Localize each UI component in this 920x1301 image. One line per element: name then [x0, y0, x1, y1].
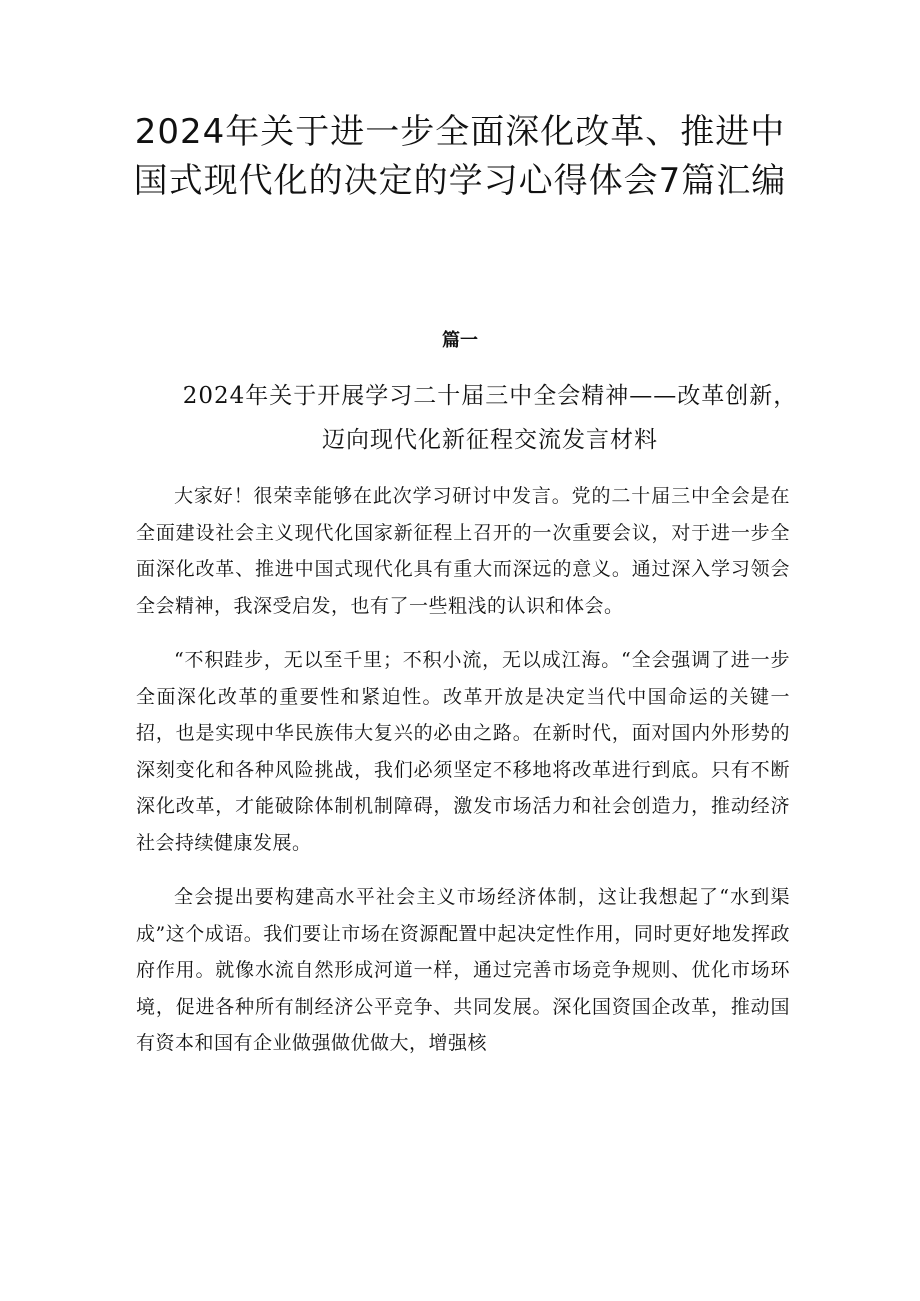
- paragraph: 全会提出要构建高水平社会主义市场经济体制，这让我想起了“水到渠成”这个成语。我们要让市场在资源配置中起决定性作用，同时更好地发挥政府作用。就像水流自然形成河道一样，通过完善市场竞争规则、优化市场环境，促进各种所有制经济公平竞争、共同发展。深化国资国企改革，推动国有资本和国有企业做强做优做大，增强核: [136, 886, 790, 1054]
- section-title: 2024年关于开展学习二十届三中全会精神——改革创新，迈向现代化新征程交流发言材料: [182, 383, 798, 453]
- section-label: 篇一: [442, 330, 478, 351]
- document-title: 2024年关于进一步全面深化改革、推进中国式现代化的决定的学习心得体会7篇汇编: [133, 112, 787, 201]
- paragraph: 大家好！很荣幸能够在此次学习研讨中发言。党的二十届三中全会是在全面建设社会主义现代化国家新征程上召开的一次重要会议，对于进一步全面深化改革、推进中国式现代化具有重大而深远的意义。通过深入学习领会全会精神，我深受启发，也有了一些粗浅的认识和体会。: [136, 485, 790, 617]
- document-body: [136, 478, 790, 1080]
- paragraph: “不积跬步，无以至千里；不积小流，无以成江海。“全会强调了进一步全面深化改革的重要性和紧迫性。改革开放是决定当代中国命运的关键一招，也是实现中华民族伟大复兴的必由之路。在新时代，面对国内外形势的深刻变化和各种风险挑战，我们必须坚定不移地将改革进行到底。只有不断深化改革，才能破除体制机制障碍，激发市场活力和社会创造力，推动经济社会持续健康发展。: [136, 649, 790, 854]
